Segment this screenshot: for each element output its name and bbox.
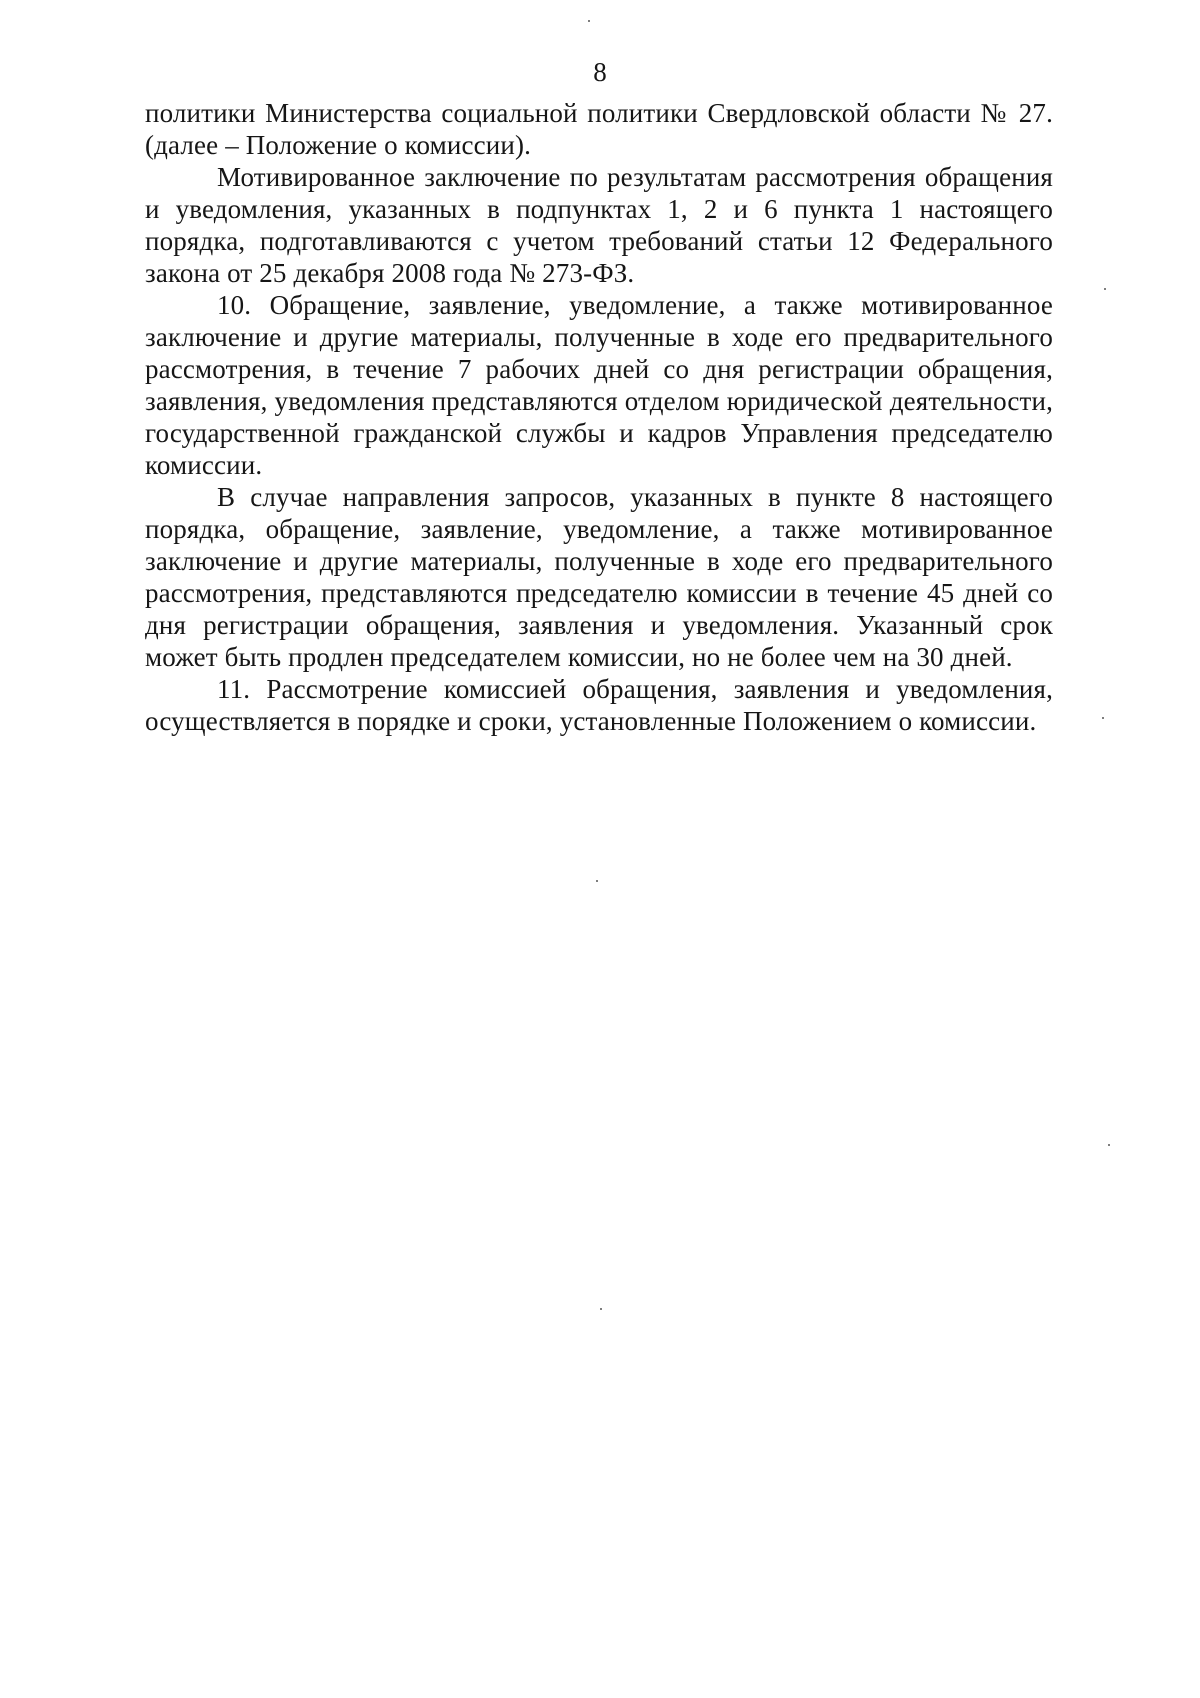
document-body (145, 97, 1053, 737)
paragraph-continuation: политики Министерства социальной политики Свердловской области № 27. (далее – Положение о комиссии). (145, 98, 1053, 160)
scan-speck (1102, 717, 1104, 719)
page-number: 8 (593, 57, 607, 87)
paragraph-item-10: 10. Обращение, заявление, уведомление, а также мотивированное заключение и другие материалы, полученные в ходе его предварительного рассмотрения, в течение 7 рабочих дней со дня регистрации обращения, заявления, уведомления представляются отделом юридической деятельности, государственной гражданской службы и кадров Управления председателю комиссии. (145, 290, 1053, 480)
scan-speck (1104, 288, 1106, 290)
scan-speck (588, 20, 590, 22)
scan-speck (1108, 1144, 1110, 1146)
paragraph-item-11: 11. Рассмотрение комиссией обращения, заявления и уведомления, осуществляется в порядке и сроки, установленные Положением о комиссии. (145, 674, 1053, 736)
scan-speck (600, 1308, 602, 1310)
paragraph-requests-case: В случае направления запросов, указанных в пункте 8 настоящего порядка, обращение, заявление, уведомление, а также мотивированное заключение и другие материалы, полученные в ходе его предварительного рассмотрения, представляются председателю комиссии в течение 45 дней со дня регистрации обращения, заявления и уведомления. Указанный срок может быть продлен председателем комиссии, но не более чем на 30 дней. (145, 482, 1053, 672)
paragraph-motivated-conclusion: Мотивированное заключение по результатам рассмотрения обращения и уведомления, указанных в подпунктах 1, 2 и 6 пункта 1 настоящего порядка, подготавливаются с учетом требований статьи 12 Федерального закона от 25 декабря 2008 года № 273-ФЗ. (145, 162, 1053, 288)
scan-speck (596, 880, 598, 882)
